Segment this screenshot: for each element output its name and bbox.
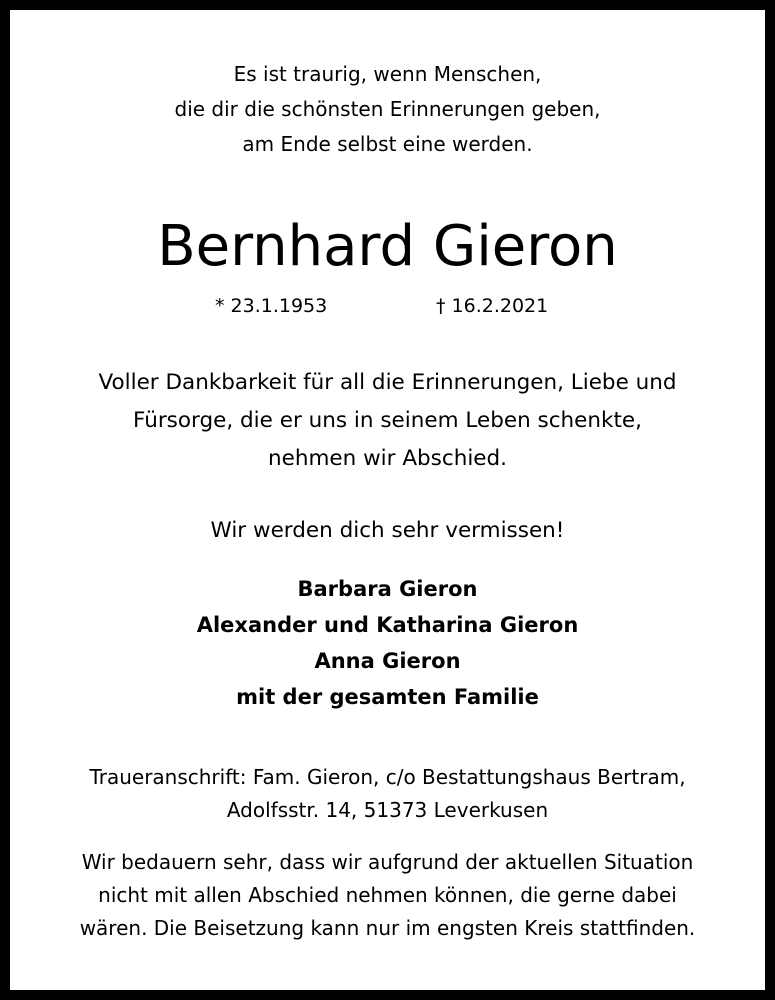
poem-line-1: Es ist traurig, wenn Menschen,: [233, 62, 542, 86]
address-line-1: Traueranschrift: Fam. Gieron, c/o Bestattungshaus Bertram,: [89, 765, 686, 789]
death-date: † 16.2.2021: [436, 295, 549, 317]
mourner-1: Barbara Gieron: [297, 577, 478, 601]
deceased-name: Bernhard Gieron: [157, 214, 618, 279]
gratitude-line-3: nehmen wir Abschied.: [267, 446, 508, 471]
notice-line-3: wären. Die Beisetzung kann nur im engsten Kreis stattfinden.: [79, 916, 696, 940]
birth-date: * 23.1.1953: [215, 295, 328, 317]
gratitude-line-2: Fürsorge, die er uns in seinem Leben schenkte,: [133, 408, 642, 433]
poem-line-3: am Ende selbst eine werden.: [242, 132, 533, 156]
mourner-2: Alexander und Katharina Gieron: [196, 613, 579, 637]
address-line-2: Adolfsstr. 14, 51373 Leverkusen: [226, 798, 549, 822]
gratitude-line-1: Voller Dankbarkeit für all die Erinnerungen, Liebe und: [98, 370, 677, 395]
notice-line-1: Wir bedauern sehr, dass wir aufgrund der aktuellen Situation: [81, 850, 694, 874]
notice-line-2: nicht mit allen Abschied nehmen können, die gerne dabei: [98, 883, 677, 907]
farewell-line: Wir werden dich sehr vermissen!: [210, 518, 565, 543]
poem-line-2: die dir die schönsten Erinnerungen geben,: [174, 97, 601, 121]
mourner-3: Anna Gieron: [314, 649, 461, 673]
mourner-4: mit der gesamten Familie: [236, 685, 539, 709]
